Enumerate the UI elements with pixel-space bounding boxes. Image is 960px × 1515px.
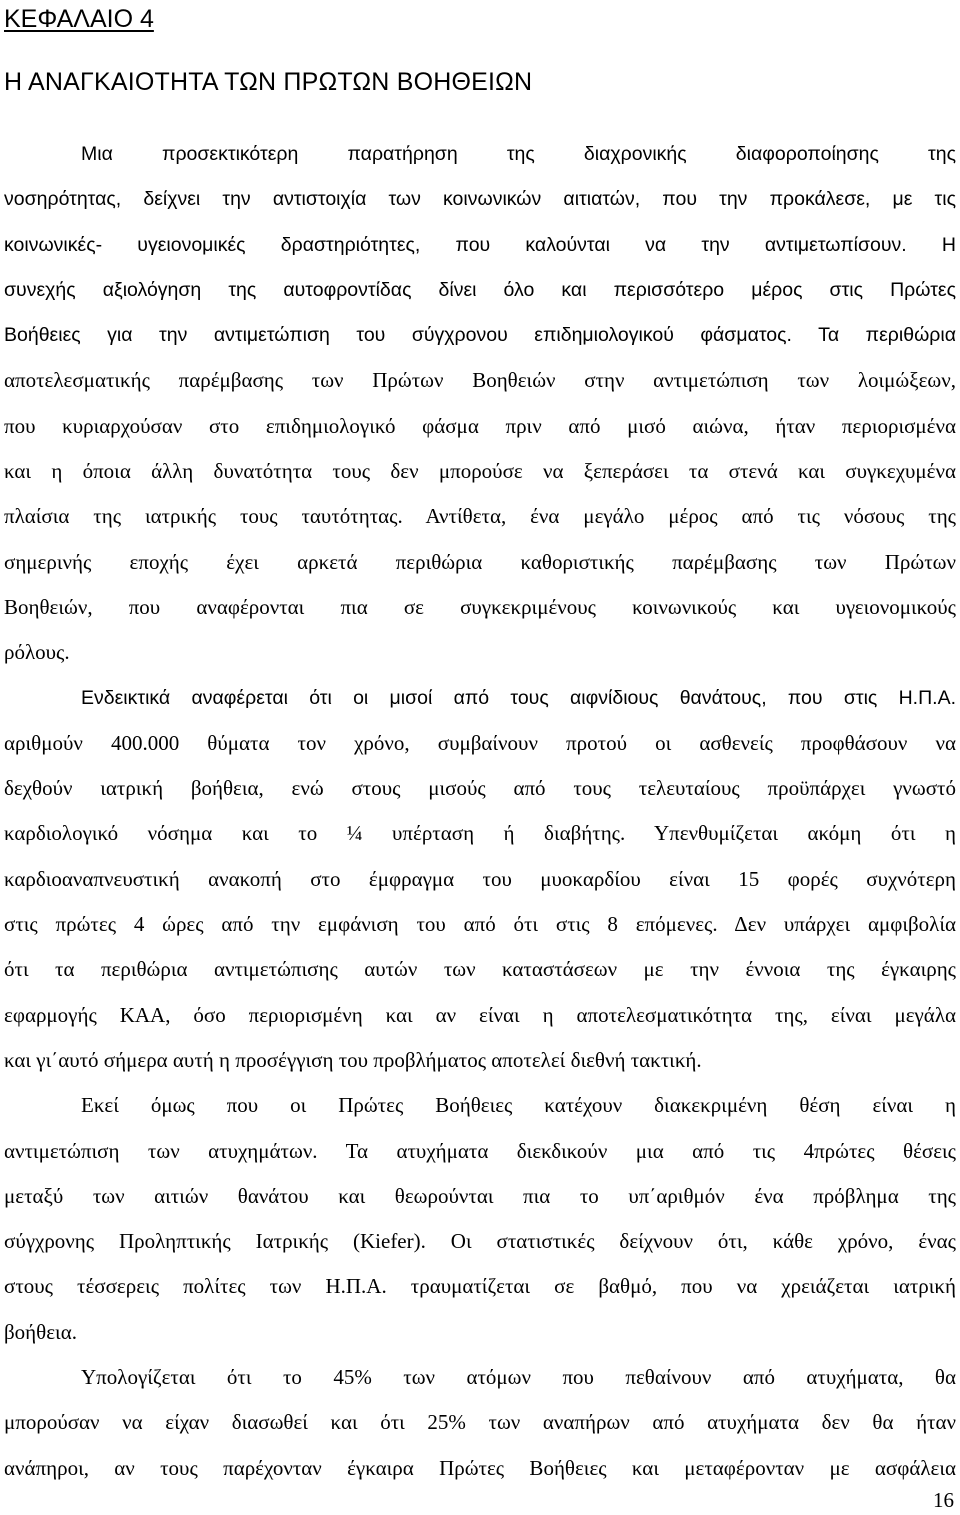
text-line: μπορούσαν να είχαν διασωθεί και ότι 25% των αναπήρων από ατυχήματα δεν θα ήταν: [4, 1410, 956, 1435]
text-line: δεχθούν ιατρική βοήθεια, ενώ στους μισούς από τους τελευταίους προϋπάρχει γνωστό: [4, 776, 956, 801]
text-line: νοσηρότητας, δείχνει την αντιστοιχία των κοινωνικών αιτιατών, που την προκάλεσε, με τις: [4, 188, 956, 211]
text-line: μεταξύ των αιτιών θανάτου και θεωρούνται πια το υπ΄αριθμόν ένα πρόβλημα της: [4, 1183, 956, 1208]
text-line: στις πρώτες 4 ώρες από την εμφάνιση του από ότι στις 8 επόμενες. Δεν υπάρχει αμφιβολία: [4, 912, 956, 937]
text-line: συνεχής αξιολόγηση της αυτοφροντίδας δίνει όλο και περισσότερο μέρος στις Πρώτες: [4, 278, 956, 301]
text-line: πλαίσια της ιατρικής τους ταυτότητας. Αντίθετα, ένα μεγάλο μέρος από τις νόσους της: [4, 504, 956, 529]
text-line: ρόλους.: [4, 640, 70, 665]
text-line: Εκεί όμως που οι Πρώτες Βοήθειες κατέχουν διακεκριμένη θέση είναι η: [81, 1093, 956, 1118]
text-line: και η όποια άλλη δυνατότητα τους δεν μπορούσε να ξεπεράσει τα στενά και συγκεχυμένα: [4, 459, 956, 484]
text-line: Βοήθειες για την αντιμετώπιση του σύγχρονου επιδημιολογικού φάσματος. Τα περιθώρια: [4, 324, 956, 347]
text-line: σημερινής εποχής έχει αρκετά περιθώρια καθοριστικής παρέμβασης των Πρώτων: [4, 549, 956, 574]
text-line: ανάπηροι, αν τους παρέχονταν έγκαιρα Πρώτες Βοήθειες και μεταφέρονταν με ασφάλεια: [4, 1455, 956, 1480]
text-line: Υπολογίζεται ότι το 45% των ατόμων που πεθαίνουν από ατυχήματα, θα: [81, 1365, 956, 1390]
text-line: κοινωνικές- υγειονομικές δραστηριότητες, που καλούνται να την αντιμετωπίσουν. Η: [4, 233, 956, 256]
text-line: καρδιοαναπνευστική ανακοπή στο έμφραγμα του μυοκαρδίου είναι 15 φορές συχνότερη: [4, 866, 956, 891]
page-number: 16: [933, 1488, 954, 1512]
text-line: καρδιολογικό νόσημα και το ¼ υπέρταση ή διαβήτης. Υπενθυμίζεται ακόμη ότι η: [4, 821, 956, 846]
text-line: και γι΄αυτό σήμερα αυτή η προσέγγιση του προβλήματος αποτελεί διεθνή τακτική.: [4, 1047, 702, 1072]
text-line: στους τέσσερεις πολίτες των Η.Π.Α. τραυματίζεται σε βαθμό, που να χρειάζεται ιατρική: [4, 1274, 956, 1299]
text-line: βοήθεια.: [4, 1319, 77, 1344]
body-text: [4, 132, 956, 1491]
text-line: που κυριαρχούσαν στο επιδημιολογικό φάσμα πριν από μισό αιώνα, ήταν περιορισμένα: [4, 413, 956, 438]
chapter-title: Η ΑΝΑΓΚΑΙΟΤΗΤΑ ΤΩΝ ΠΡΩΤΩΝ ΒΟΗΘΕΙΩΝ: [4, 68, 533, 96]
text-line: εφαρμογής ΚΑΑ, όσο περιορισμένη και αν είναι η αποτελεσματικότητα της, είναι μεγάλα: [4, 1002, 956, 1027]
text-line: σύγχρονης Προληπτικής Ιατρικής (Kiefer). Οι στατιστικές δείχνουν ότι, κάθε χρόνο, ένας: [4, 1229, 956, 1254]
text-line: Βοηθειών, που αναφέρονται πια σε συγκεκριμένους κοινωνικούς και υγειονομικούς: [4, 594, 956, 619]
text-line: αριθμούν 400.000 θύματα τον χρόνο, συμβαίνουν προτού οι ασθενείς προφθάσουν να: [4, 730, 956, 755]
chapter-label: ΚΕΦΑΛΑΙΟ 4: [4, 5, 154, 33]
text-line: αντιμετώπιση των ατυχημάτων. Τα ατυχήματα διεκδικούν μια από τις 4πρώτες θέσεις: [4, 1138, 956, 1163]
text-line: ότι τα περιθώρια αντιμετώπισης αυτών των καταστάσεων με την έννοια της έγκαιρης: [4, 957, 956, 982]
text-line: Μια προσεκτικότερη παρατήρηση της διαχρονικής διαφοροποίησης της: [81, 143, 956, 165]
text-line: Ενδεικτικά αναφέρεται ότι οι μισοί από τους αιφνίδιους θανάτους, που στις Η.Π.Α.: [81, 686, 956, 709]
text-line: αποτελεσματικής παρέμβασης των Πρώτων Βοηθειών στην αντιμετώπιση των λοιμώξεων,: [4, 368, 956, 393]
